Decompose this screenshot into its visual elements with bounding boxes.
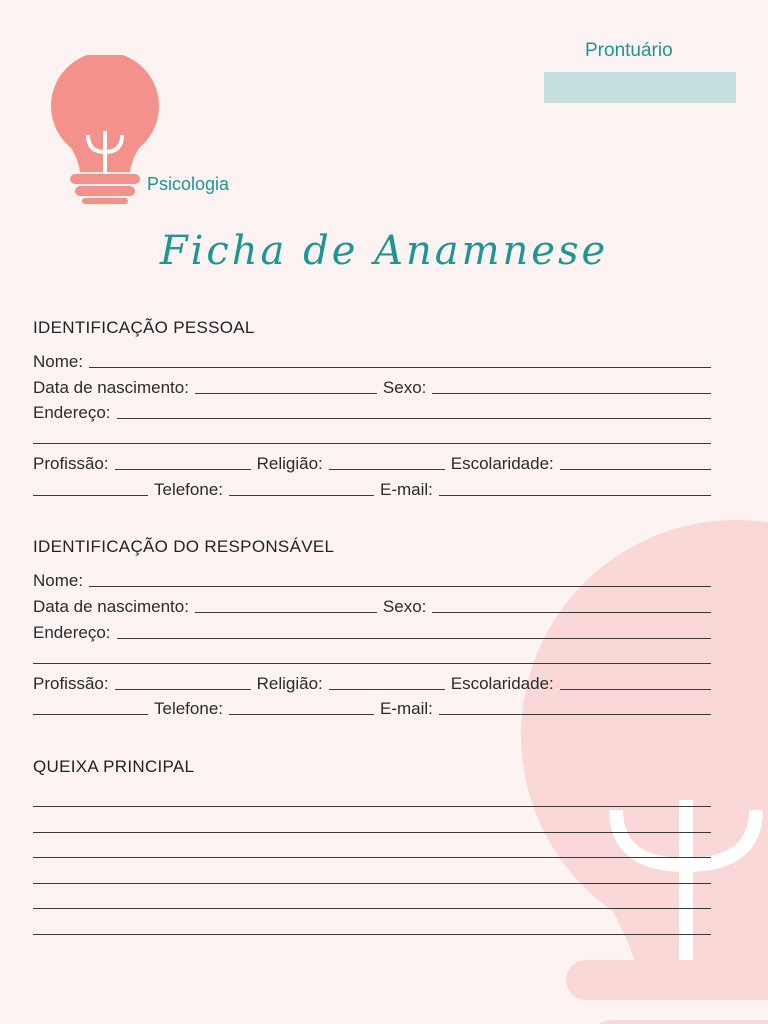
sexo-label: Sexo: xyxy=(382,378,427,397)
responsavel-nascimento-label: Data de nascimento: xyxy=(33,597,189,616)
responsavel-sexo-label: Sexo: xyxy=(382,597,427,616)
escolaridade-label: Escolaridade: xyxy=(450,454,554,473)
responsavel-email-label: E-mail: xyxy=(380,699,433,718)
nome-label: Nome: xyxy=(33,352,84,371)
religiao-field[interactable] xyxy=(329,469,445,470)
endereco-field[interactable] xyxy=(117,418,712,419)
endereco-field-continued[interactable] xyxy=(33,443,711,444)
responsavel-escolaridade-field[interactable] xyxy=(560,689,711,690)
escolaridade-field[interactable] xyxy=(560,469,711,470)
responsavel-religiao-field[interactable] xyxy=(329,689,445,690)
queixa-line[interactable] xyxy=(33,934,711,935)
telefone-row xyxy=(33,478,711,500)
endereco-label: Endereço: xyxy=(33,403,111,422)
responsavel-profissao-row xyxy=(33,672,711,694)
lightbulb-psi-icon xyxy=(48,55,162,205)
responsavel-nome-label: Nome: xyxy=(33,571,84,590)
responsavel-nascimento-row xyxy=(33,595,711,617)
responsavel-endereco-row xyxy=(33,621,711,643)
telefone-label: Telefone: xyxy=(154,480,223,499)
responsavel-endereco-label: Endereço: xyxy=(33,623,111,642)
brand-name: Psicologia xyxy=(147,174,230,194)
nascimento-label: Data de nascimento: xyxy=(33,378,189,397)
prontuario-field[interactable] xyxy=(544,72,736,103)
nome-field[interactable] xyxy=(89,367,711,368)
section-title-identificacao-responsavel: IDENTIFICAÇÃO DO RESPONSÁVEL xyxy=(33,537,335,556)
queixa-line[interactable] xyxy=(33,908,711,909)
responsavel-profissao-label: Profissão: xyxy=(33,674,109,693)
profissao-row xyxy=(33,452,711,474)
queixa-line[interactable] xyxy=(33,883,711,884)
section-title-queixa-principal: QUEIXA PRINCIPAL xyxy=(33,757,195,776)
email-field[interactable] xyxy=(439,495,711,496)
responsavel-sexo-field[interactable] xyxy=(432,612,711,613)
profissao-field[interactable] xyxy=(115,469,251,470)
queixa-line[interactable] xyxy=(33,806,711,807)
responsavel-telefone-field[interactable] xyxy=(229,714,374,715)
queixa-line[interactable] xyxy=(33,832,711,833)
section-title-identificacao-pessoal: IDENTIFICAÇÃO PESSOAL xyxy=(33,318,255,337)
endereco-row xyxy=(33,401,711,423)
religiao-label: Religião: xyxy=(256,454,323,473)
sexo-field[interactable] xyxy=(432,393,711,394)
responsavel-nome-row xyxy=(33,569,711,591)
nascimento-field[interactable] xyxy=(195,393,377,394)
responsavel-email-field[interactable] xyxy=(439,714,711,715)
email-label: E-mail: xyxy=(380,480,433,499)
responsavel-escolaridade-label: Escolaridade: xyxy=(450,674,554,693)
queixa-line[interactable] xyxy=(33,857,711,858)
responsavel-profissao-field[interactable] xyxy=(115,689,251,690)
escolaridade-field-continued[interactable] xyxy=(33,495,148,496)
nome-row xyxy=(33,350,711,372)
responsavel-telefone-label: Telefone: xyxy=(154,699,223,718)
nascimento-row xyxy=(33,376,711,398)
responsavel-nascimento-field[interactable] xyxy=(195,612,377,613)
responsavel-endereco-field-continued[interactable] xyxy=(33,663,711,664)
document-title: Ficha de Anamnese xyxy=(159,228,609,274)
responsavel-telefone-row xyxy=(33,697,711,719)
prontuario-label: Prontuário xyxy=(585,40,673,61)
profissao-label: Profissão: xyxy=(33,454,109,473)
responsavel-endereco-field[interactable] xyxy=(117,638,712,639)
responsavel-nome-field[interactable] xyxy=(89,586,711,587)
telefone-field[interactable] xyxy=(229,495,374,496)
responsavel-religiao-label: Religião: xyxy=(256,674,323,693)
responsavel-escolaridade-field-continued[interactable] xyxy=(33,714,148,715)
